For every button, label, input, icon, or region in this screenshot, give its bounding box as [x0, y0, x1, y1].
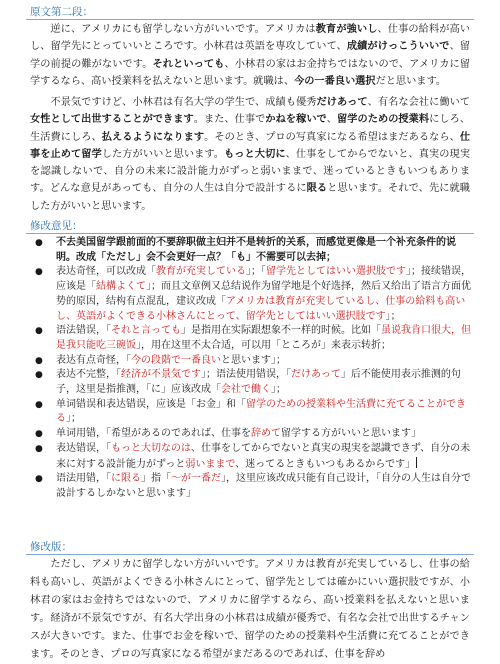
bullet-icon: ● [35, 370, 43, 381]
correction-text: 弱いままで [185, 458, 236, 470]
bullet-icon: ● [35, 355, 43, 366]
comment-text: 、迷ってるときもいつもあるからです」 [235, 458, 416, 470]
correction-text: 虽说我肯口很大，但是我只能吃三碗饭 [56, 325, 471, 351]
correction-text: 留学のための授業料や生活費に充てることができる [56, 398, 466, 425]
emphasized-text: かねを稼いで [265, 113, 327, 126]
opinion-item [30, 354, 474, 369]
correction-text: 经济が不景気です [121, 369, 201, 381]
emphasized-text: 払えるようになります [101, 130, 205, 143]
paragraph-text: と思います。それで、先に就職した方がいいと思います。 [30, 183, 470, 212]
bullet-icon: ● [35, 399, 43, 410]
paragraph-text: 、 [326, 114, 338, 126]
comment-text: と思います」； [221, 354, 286, 366]
opinion-list [30, 236, 474, 502]
comment-text: 」； [66, 413, 81, 425]
comment-text: 留学する方がいいと思います」 [281, 428, 421, 440]
emphasized-text: もっと大切に [224, 147, 286, 160]
comment-text: 」；语法使用错误，「 [201, 369, 291, 381]
emphasized-text: 成績がけっこういいで [346, 40, 450, 53]
comment-text: 」指「 [141, 473, 171, 485]
paragraph-text: 。小林君は英語を専攻していて、 [193, 41, 347, 53]
section-divider [26, 19, 474, 20]
comment-text: 」是指用在实际跟想象不一样的时候。比如「 [181, 325, 381, 337]
original-paragraph-2 [30, 94, 470, 215]
bullet-icon: ● [35, 238, 43, 248]
opinion-item [30, 324, 474, 353]
opinion-item [30, 236, 474, 265]
correction-text: アメリカは教育が充実しているし、仕事の給料も高いし、英語がよくできる小林さんにとって、留学先としてはいい選択肢です [56, 295, 466, 322]
correction-text: もっと大切なのは [111, 442, 191, 454]
revised-paragraph-2: 経済が不景気ですが、有名大学出身の小林君は成績が優秀で、有名な会社で出世するチャンスが大きいです。また、仕事でお金を稼いで、留学のための授業料や生活費に充てることができます。そのとき、プロの写真家になる希望がまだあるのであれば、仕事を辞め [30, 613, 470, 660]
emphasized-text: 仕事を止めて留学 [30, 130, 471, 160]
correction-text: だけあって [291, 369, 341, 381]
section-divider [26, 233, 474, 234]
comment-text: 」；而且文章例又总结说作为留学地是个好选择，然后又给出了语言方面优势的原因，结构有点混乱，建议改成「 [56, 281, 471, 307]
comment-text: 」； [385, 310, 401, 322]
original-heading: 原文第二段： [30, 6, 93, 18]
comment-text: 单词错误和表达错误，应该是「お金」和「 [56, 398, 246, 410]
comment-text: 语法用错，「 [56, 473, 111, 485]
paragraph-text: 、仕事の給料が高いし、留学先にとっていいところです [30, 24, 471, 53]
paragraph-text: 。そのとき、プロの写真家になる希望はまだあるなら、 [204, 131, 460, 143]
bullet-icon: ● [35, 267, 43, 278]
paragraph-text: だと思います。 [375, 75, 447, 87]
correction-text: 今の段階で一番良い [131, 354, 221, 366]
correction-text: 会社で働く [221, 384, 271, 396]
paragraph-text: にしろ、生活費にしろ、 [30, 114, 471, 143]
opinion-item [30, 442, 474, 472]
correction-text: 教育が充実している [156, 266, 246, 278]
section-divider [26, 554, 474, 555]
comment-text: 、仕事をしてからでないと真実の現実を認識できず、自分の未来に対する設計能力がずっと [56, 442, 471, 470]
comment-text: 表达错误，「 [56, 442, 111, 454]
paragraph-text: 、留学の前提の難がないです。 [30, 41, 471, 70]
revised-paragraph-1: ただし、アメリカに留学しない方がいいです。アメリカは教育が充実しているし、仕事の給料も高いし、英語がよくできる小林さんにとって、留学先としては確かにいい選択肢ですが、小林君の家はお金持ちではないので、アメリカに留学するなら、高い授業料を払えないと思います。 [30, 559, 470, 624]
comment-text: 单词用错，「希望があるのであれば、仕事を [56, 428, 251, 440]
revised-heading: 修改版： [30, 541, 72, 553]
opinion-item [30, 427, 474, 442]
correction-text: 留学先としてはいい選択肢です [266, 266, 406, 278]
comment-text: 」，用在这里不太合适，可以用「ところが」来表示转折； [136, 339, 391, 351]
emphasized-text: それといっても [152, 57, 225, 70]
comment-text: 」；「 [246, 266, 266, 278]
paragraph-text: 、有名な会社に働いて [367, 97, 471, 108]
comment-text: 」；接续错误，应该是「 [56, 266, 471, 293]
emphasized-text: 限る [306, 182, 328, 195]
comment-text: 」，这里应该改成只能有自己设计，「自分の人生は自分で設計するしかないと思います」 [56, 473, 471, 499]
correction-text: ～が一番だ [171, 473, 221, 485]
comment-text: 不去美国留学跟前面的不要辞职做主妇并不是转折的关系，而感觉更像是一个补充条件的说明。改成「ただし」会不会更好一点？「も」不需要可以去掉； [56, 237, 456, 263]
emphasized-text: 留学のための授業料 [337, 113, 430, 126]
opinion-item [30, 472, 474, 501]
emphasized-text: 女性として出世することができます [30, 113, 194, 126]
emphasized-text: 教育が強いし [315, 23, 378, 35]
bullet-icon: ● [35, 429, 43, 440]
opinion-item [30, 368, 474, 397]
paragraph-text: 、小林君の家はお金持ちではないので、アメリカに留学するなら、高い授業料を払えないと思います。就職は、 [30, 58, 471, 87]
correction-text: に限る [111, 473, 141, 485]
text-cursor [416, 457, 417, 468]
paragraph-text: 、仕事をしてからでないと、真実の現実を認識しないで、自分の未来に設計能力がずっと弱いままで、迷っているときもいつもあります。どんな意見があっても、自分の人生は自分で設計するに [30, 148, 471, 195]
comment-text: 」后不能使用表示推测的句子，这里是指推测，「に」应该改成「 [56, 369, 461, 396]
comment-text: 」； [271, 384, 286, 396]
opinion-item [30, 265, 474, 324]
paragraph-text: 不景気ですけど、小林君は有名大学の学生で、成績も優秀 [50, 97, 317, 108]
paragraph-text: 。また、仕事で [193, 114, 266, 126]
bullet-icon: ● [35, 474, 43, 485]
correction-text: それと言っても [111, 325, 181, 337]
comment-text: 语法错误，「 [56, 325, 111, 337]
bullet-icon: ● [35, 326, 43, 337]
opinion-heading: 修改意见： [30, 220, 83, 232]
bullet-icon: ● [35, 443, 43, 454]
comment-text: 表达不完整，「 [56, 369, 121, 381]
comment-text: 表达奇怪，可以改成「 [56, 266, 156, 278]
original-paragraph-1 [30, 21, 470, 90]
correction-text: 辞めて [251, 428, 281, 440]
correction-text: 結構よくて [96, 281, 146, 293]
emphasized-text: 今の一番良い選択 [294, 74, 376, 87]
opinion-item [30, 398, 474, 427]
paragraph-text: 逆に、アメリカにも留学しない方がいいです。アメリカは [50, 24, 316, 35]
paragraph-text: した方がいいと思います。 [101, 148, 225, 160]
emphasized-text: だけあって [316, 96, 368, 108]
comment-text: 表达有点奇怪，「 [56, 354, 131, 366]
